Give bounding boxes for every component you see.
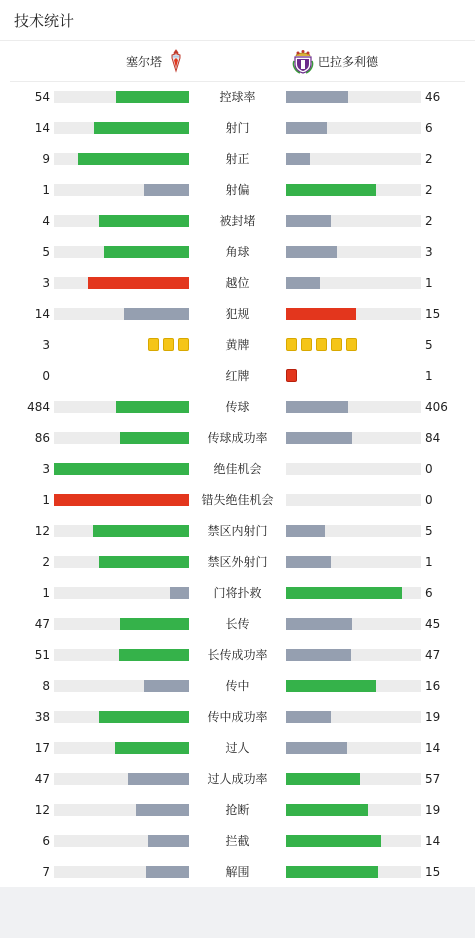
home-bar-track — [54, 618, 189, 630]
away-value: 0 — [425, 462, 433, 476]
away-value: 19 — [425, 803, 441, 817]
home-bar-fill — [116, 401, 189, 413]
away-bar-fill — [286, 773, 360, 785]
away-bar-fill — [286, 587, 402, 599]
away-bar-fill — [286, 711, 331, 723]
stat-label: 长传成功率 — [207, 648, 268, 662]
away-value: 6 — [425, 121, 433, 135]
stat-row — [0, 397, 475, 417]
away-bar-track — [286, 401, 421, 413]
away-value: 47 — [425, 648, 441, 662]
yellow-card-icon — [301, 338, 312, 351]
stat-row — [0, 831, 475, 851]
home-bar-track — [54, 866, 189, 878]
home-bar-fill — [94, 122, 189, 134]
home-bar-fill — [104, 246, 189, 258]
away-bar-fill — [286, 556, 331, 568]
away-bar-track — [286, 153, 421, 165]
stat-row — [0, 738, 475, 758]
away-bar-fill — [286, 153, 310, 165]
home-bar-fill — [128, 773, 189, 785]
away-bar-fill — [286, 277, 320, 289]
home-value: 14 — [34, 121, 50, 135]
valladolid-crest-icon — [292, 48, 314, 74]
home-bar-fill — [54, 463, 189, 475]
stat-label: 绝佳机会 — [213, 462, 262, 476]
home-bar-fill — [120, 618, 189, 630]
away-bar-track — [286, 587, 421, 599]
home-cards — [146, 338, 189, 352]
away-bar-fill — [286, 866, 378, 878]
stat-label: 红牌 — [225, 369, 250, 383]
home-bar-track — [54, 246, 189, 258]
away-value: 1 — [425, 276, 433, 290]
home-value: 6 — [42, 834, 50, 848]
away-value: 5 — [425, 338, 433, 352]
home-bar-track — [54, 649, 189, 661]
yellow-card-icon — [178, 338, 189, 351]
stat-row — [0, 149, 475, 169]
home-value: 3 — [42, 462, 50, 476]
away-bar-track — [286, 835, 421, 847]
away-value: 57 — [425, 772, 441, 786]
home-value: 484 — [27, 400, 50, 414]
away-bar-fill — [286, 246, 337, 258]
away-bar-fill — [286, 401, 348, 413]
yellow-card-icon — [346, 338, 357, 351]
home-bar-fill — [144, 680, 189, 692]
away-value: 16 — [425, 679, 441, 693]
away-cards — [286, 369, 299, 383]
celta-crest-icon — [168, 49, 184, 73]
home-bar-fill — [124, 308, 189, 320]
stat-row — [0, 87, 475, 107]
away-bar-track — [286, 742, 421, 754]
home-bar-track — [54, 277, 189, 289]
stat-row — [0, 862, 475, 882]
home-bar-track — [54, 804, 189, 816]
home-value: 9 — [42, 152, 50, 166]
away-value: 15 — [425, 865, 441, 879]
away-value: 1 — [425, 369, 433, 383]
home-bar-track — [54, 91, 189, 103]
stat-row — [0, 769, 475, 789]
home-bar-track — [54, 308, 189, 320]
away-bar-fill — [286, 618, 352, 630]
yellow-card-icon — [148, 338, 159, 351]
stat-label: 过人 — [225, 741, 250, 755]
home-bar-fill — [119, 649, 189, 661]
stat-label: 被封堵 — [219, 214, 256, 228]
stat-label: 禁区内射门 — [207, 524, 268, 538]
away-bar-fill — [286, 215, 331, 227]
away-bar-track — [286, 525, 421, 537]
home-team-name: 塞尔塔 — [126, 54, 163, 69]
stat-label: 传中成功率 — [207, 710, 268, 724]
stat-row — [0, 242, 475, 262]
away-bar-track — [286, 432, 421, 444]
away-team[interactable] — [292, 48, 378, 74]
away-bar-track — [286, 804, 421, 816]
yellow-card-icon — [316, 338, 327, 351]
stat-row — [0, 614, 475, 634]
stat-row — [0, 366, 475, 386]
away-bar-track — [286, 215, 421, 227]
home-bar-track — [54, 587, 189, 599]
home-bar-track — [54, 153, 189, 165]
stat-row — [0, 273, 475, 293]
home-bar-track — [54, 494, 189, 506]
away-value: 46 — [425, 90, 441, 104]
away-value: 45 — [425, 617, 441, 631]
away-value: 1 — [425, 555, 433, 569]
home-bar-track — [54, 184, 189, 196]
away-bar-track — [286, 308, 421, 320]
home-value: 14 — [34, 307, 50, 321]
away-bar-fill — [286, 680, 376, 692]
stat-label: 错失绝佳机会 — [201, 493, 274, 507]
away-bar-fill — [286, 308, 356, 320]
away-bar-track — [286, 122, 421, 134]
home-value: 12 — [34, 524, 50, 538]
home-bar-fill — [54, 494, 189, 506]
stat-label: 射门 — [225, 121, 250, 135]
home-value: 12 — [34, 803, 50, 817]
stat-label: 射偏 — [225, 183, 250, 197]
home-value: 86 — [34, 431, 50, 445]
stat-label: 门将扑救 — [213, 586, 262, 600]
away-value: 19 — [425, 710, 441, 724]
away-value: 406 — [425, 400, 448, 414]
stat-label: 禁区外射门 — [207, 555, 268, 569]
home-value: 54 — [34, 90, 50, 104]
away-bar-track — [286, 618, 421, 630]
stat-label: 射正 — [225, 152, 250, 166]
stat-label: 拦截 — [225, 834, 250, 848]
home-value: 5 — [42, 245, 50, 259]
stat-label: 犯规 — [225, 307, 250, 321]
red-card-icon — [286, 369, 297, 382]
away-value: 3 — [425, 245, 433, 259]
stat-row — [0, 428, 475, 448]
away-bar-track — [286, 184, 421, 196]
away-team-name: 巴拉多利德 — [318, 54, 379, 69]
away-bar-fill — [286, 432, 352, 444]
stat-label: 过人成功率 — [207, 772, 268, 786]
stat-label: 控球率 — [219, 90, 256, 104]
home-value: 51 — [34, 648, 50, 662]
home-bar-track — [54, 432, 189, 444]
away-value: 2 — [425, 183, 433, 197]
stat-label: 传中 — [225, 679, 250, 693]
stat-row — [0, 707, 475, 727]
stat-row — [0, 304, 475, 324]
home-bar-fill — [78, 153, 189, 165]
stat-row — [0, 490, 475, 510]
home-bar-track — [54, 463, 189, 475]
stat-row — [0, 645, 475, 665]
stat-row — [0, 521, 475, 541]
home-bar-fill — [136, 804, 189, 816]
home-bar-fill — [148, 835, 189, 847]
home-bar-track — [54, 773, 189, 785]
away-value: 2 — [425, 152, 433, 166]
stat-label: 越位 — [225, 276, 250, 290]
away-bar-track — [286, 866, 421, 878]
home-bar-track — [54, 680, 189, 692]
away-bar-track — [286, 91, 421, 103]
away-bar-fill — [286, 804, 368, 816]
stat-row — [0, 583, 475, 603]
home-value: 3 — [42, 338, 50, 352]
away-bar-track — [286, 556, 421, 568]
away-bar-fill — [286, 184, 376, 196]
away-value: 15 — [425, 307, 441, 321]
home-value: 38 — [34, 710, 50, 724]
away-bar-fill — [286, 835, 381, 847]
stat-row — [0, 800, 475, 820]
yellow-card-icon — [286, 338, 297, 351]
stat-row — [0, 459, 475, 479]
page-title: 技术统计 — [14, 12, 75, 30]
home-bar-fill — [120, 432, 189, 444]
home-value: 3 — [42, 276, 50, 290]
home-bar-track — [54, 401, 189, 413]
away-bar-track — [286, 463, 421, 475]
home-value: 17 — [34, 741, 50, 755]
home-value: 7 — [42, 865, 50, 879]
home-value: 1 — [42, 586, 50, 600]
home-bar-fill — [146, 866, 189, 878]
home-bar-track — [54, 835, 189, 847]
away-bar-track — [286, 680, 421, 692]
away-bar-fill — [286, 649, 351, 661]
home-bar-fill — [99, 556, 189, 568]
away-bar-track — [286, 494, 421, 506]
away-bar-track — [286, 711, 421, 723]
away-bar-track — [286, 649, 421, 661]
stat-label: 抢断 — [225, 803, 250, 817]
home-value: 1 — [42, 493, 50, 507]
home-bar-fill — [144, 184, 189, 196]
away-bar-fill — [286, 742, 347, 754]
stat-row — [0, 552, 475, 572]
yellow-card-icon — [331, 338, 342, 351]
away-value: 6 — [425, 586, 433, 600]
home-value: 47 — [34, 772, 50, 786]
stat-label: 黄牌 — [225, 338, 250, 352]
away-bar-fill — [286, 91, 348, 103]
away-value: 14 — [425, 741, 441, 755]
away-bar-track — [286, 246, 421, 258]
divider — [0, 40, 475, 41]
home-team[interactable] — [126, 48, 184, 74]
stat-row — [0, 211, 475, 231]
away-bar-fill — [286, 525, 325, 537]
yellow-card-icon — [163, 338, 174, 351]
divider — [10, 81, 465, 82]
home-bar-track — [54, 711, 189, 723]
home-bar-fill — [99, 711, 189, 723]
away-bar-track — [286, 277, 421, 289]
away-value: 14 — [425, 834, 441, 848]
home-value: 1 — [42, 183, 50, 197]
stat-row — [0, 118, 475, 138]
home-bar-fill — [115, 742, 189, 754]
home-bar-track — [54, 215, 189, 227]
home-bar-fill — [116, 91, 189, 103]
stat-label: 角球 — [225, 245, 250, 259]
home-bar-fill — [88, 277, 189, 289]
home-value: 8 — [42, 679, 50, 693]
home-value: 4 — [42, 214, 50, 228]
away-bar-fill — [286, 122, 327, 134]
away-value: 0 — [425, 493, 433, 507]
home-bar-track — [54, 556, 189, 568]
home-bar-fill — [99, 215, 189, 227]
home-bar-fill — [93, 525, 189, 537]
home-bar-track — [54, 122, 189, 134]
away-cards — [286, 338, 359, 352]
away-value: 5 — [425, 524, 433, 538]
stat-row — [0, 335, 475, 355]
stat-row — [0, 180, 475, 200]
stat-label: 传球 — [225, 400, 250, 414]
away-value: 2 — [425, 214, 433, 228]
home-bar-fill — [170, 587, 189, 599]
away-value: 84 — [425, 431, 441, 445]
home-value: 47 — [34, 617, 50, 631]
home-bar-track — [54, 525, 189, 537]
home-value: 2 — [42, 555, 50, 569]
stat-label: 长传 — [225, 617, 250, 631]
home-bar-track — [54, 742, 189, 754]
home-value: 0 — [42, 369, 50, 383]
stat-label: 解围 — [225, 865, 250, 879]
stat-row — [0, 676, 475, 696]
away-bar-track — [286, 773, 421, 785]
stat-label: 传球成功率 — [207, 431, 268, 445]
